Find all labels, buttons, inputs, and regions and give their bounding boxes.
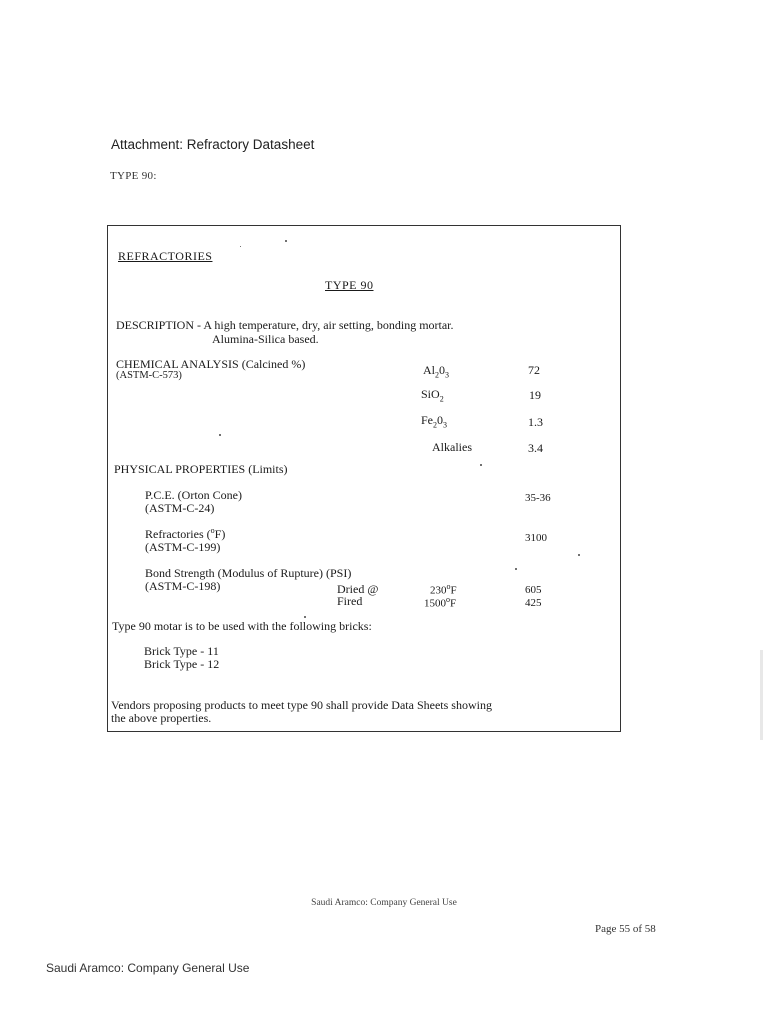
chemical-analysis-label: CHEMICAL ANALYSIS (Calcined %) — [116, 357, 306, 371]
chem-value-alumina: 72 — [528, 363, 540, 377]
description-label: DESCRIPTION — [116, 318, 195, 332]
physical-properties-label: PHYSICAL PROPERTIES (Limits) — [114, 462, 288, 476]
dried-label: Dried @ — [337, 582, 379, 596]
chem-formula-alkalies: Alkalies — [432, 440, 472, 454]
vendor-note-line-1: Vendors proposing products to meet type 90 shall provide Data Sheets showing — [111, 698, 492, 712]
footer-classification-center: Saudi Aramco: Company General Use — [311, 898, 457, 908]
scan-speck — [515, 568, 517, 570]
page-heading: Attachment: Refractory Datasheet — [111, 137, 315, 152]
scan-speck — [219, 434, 221, 436]
page-number: Page 55 of 58 — [595, 923, 656, 935]
chem-value-alkalies: 3.4 — [528, 441, 543, 455]
scan-edge-mark — [760, 650, 763, 740]
refractories-value: 3100 — [525, 532, 547, 544]
section-title: REFRACTORIES — [118, 249, 213, 263]
bond-strength-std: (ASTM-C-198) — [145, 579, 221, 593]
refractories-label: Refractories ($^o$F) — [145, 526, 226, 541]
pce-std: (ASTM-C-24) — [145, 501, 215, 515]
refractories-std: (ASTM-C-199) — [145, 540, 221, 554]
chem-value-iron-oxide: 1.3 — [528, 415, 543, 429]
scan-speck — [304, 616, 306, 618]
description-text: - A high temperature, dry, air setting, bonding mortar. — [197, 318, 454, 332]
datasheet-box — [107, 225, 621, 732]
dried-temperature: 230$^o$F — [430, 582, 457, 597]
chem-formula-silica: SiO$_2$ — [421, 387, 444, 404]
fired-label: Fired — [337, 594, 363, 608]
dried-value: 605 — [525, 584, 542, 596]
description-text-2: Alumina-Silica based. — [212, 332, 319, 346]
chem-value-silica: 19 — [529, 388, 541, 402]
pce-label: P.C.E. (Orton Cone) — [145, 488, 242, 502]
brick-type-item: Brick Type - 12 — [144, 657, 220, 671]
pce-value: 35-36 — [525, 492, 551, 504]
fired-value: 425 — [525, 597, 542, 609]
vendor-note-line-2: the above properties. — [111, 711, 212, 725]
chem-formula-iron-oxide: $Fe_20_3$ — [421, 413, 447, 430]
footer-classification-left: Saudi Aramco: Company General Use — [46, 961, 250, 975]
chemical-analysis-std: (ASTM-C-573) — [116, 370, 182, 381]
scan-speck — [285, 240, 287, 242]
type-label: TYPE 90: — [110, 170, 157, 182]
type-title: TYPE 90 — [325, 278, 374, 292]
scan-speck — [578, 554, 580, 556]
scan-speck — [240, 246, 241, 247]
fired-temperature: 1500$^o$F — [424, 595, 457, 610]
bond-strength-label: Bond Strength (Modulus of Rupture) (PSI) — [145, 566, 352, 580]
usage-note: Type 90 motar is to be used with the following bricks: — [112, 619, 372, 633]
brick-type-item: Brick Type - 11 — [144, 644, 219, 658]
description-line — [116, 318, 454, 333]
chem-formula-alumina: $Al_20_3$ — [423, 363, 449, 380]
scan-speck — [480, 464, 482, 466]
